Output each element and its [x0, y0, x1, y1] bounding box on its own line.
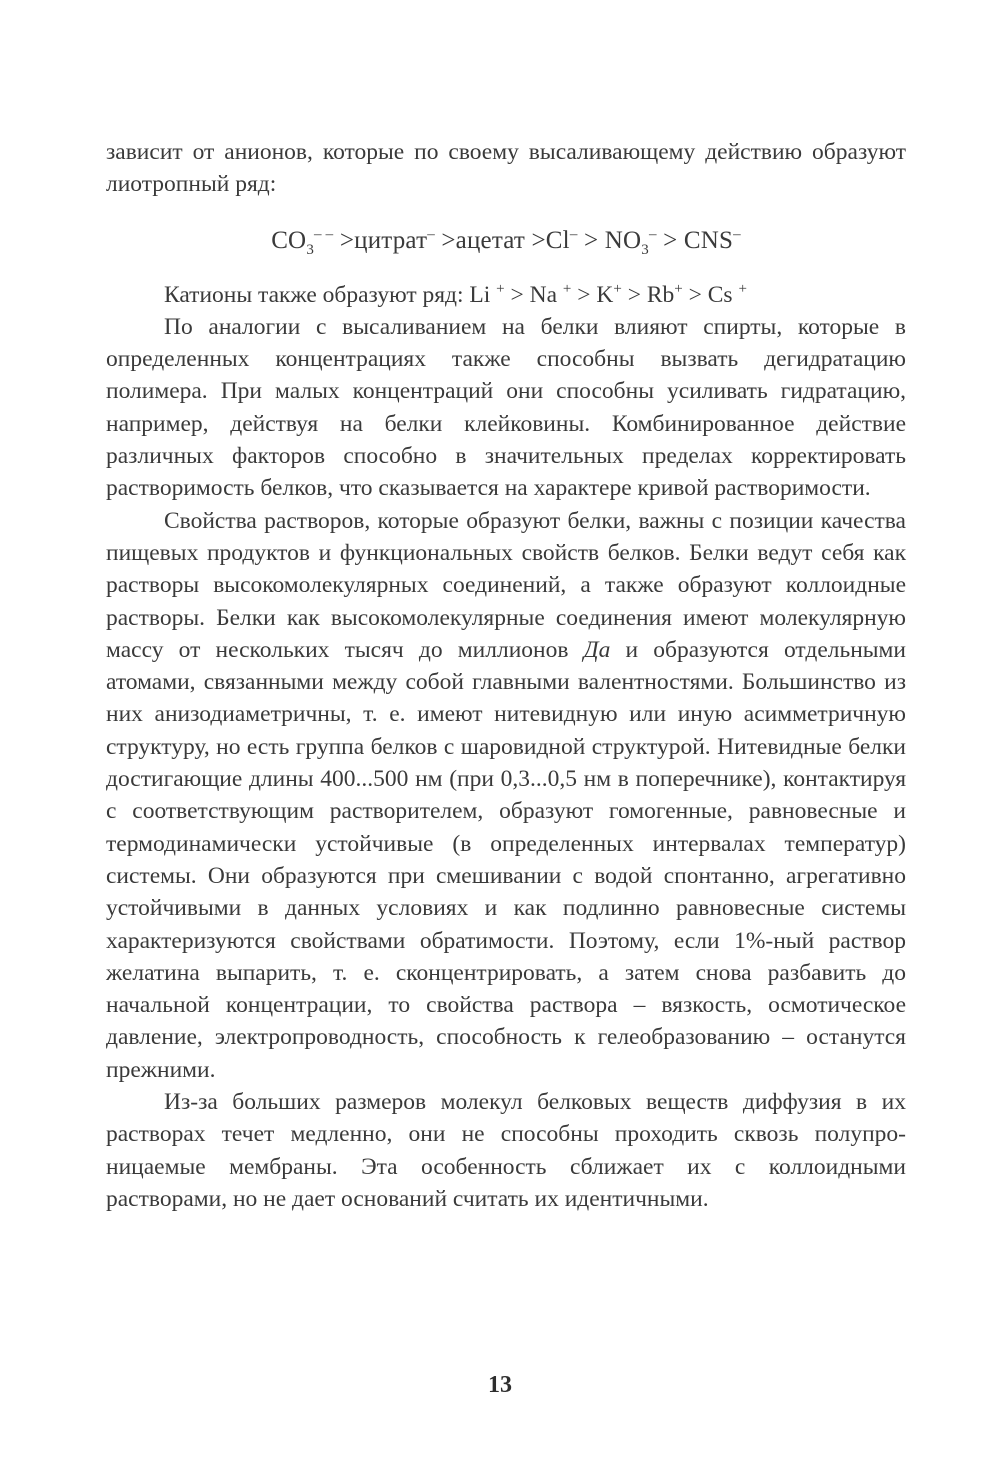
paragraph-alcohols: По аналогии с высаливанием на белки влияют спирты, которые в определенных концентрациях также способны вызвать дегидратацию полимера. При малых концентраций они способны усиливать гидратацию, например, действуя на белки клейковины. Комбинированное действие различных факторов способно в значительных пределах корректировать растворимость белков, что сказывается на характере кривой растворимости.: [106, 313, 906, 502]
cs-term: > Cs: [688, 281, 733, 308]
k-term: > K: [577, 281, 614, 308]
citrate-term: >цитрат: [339, 226, 428, 254]
anion-series-formula: [106, 223, 906, 259]
co3-charge: – –: [314, 226, 334, 243]
page-body: [106, 136, 906, 1215]
rb-charge: +: [674, 280, 683, 297]
co3-subscript: 3: [306, 241, 315, 258]
paragraph-diffusion: Из-за больших размеров молекул белковых веществ диффузия в их растворах течет медленно, они не способны проходить сквозь полупроницаемые мембраны. Эта особенность сближает их с коллоидными растворами, но не дает оснований считать их идентичными.: [106, 1089, 906, 1212]
cation-lead: Катионы также образуют ряд: Li: [164, 281, 491, 308]
no3-subscript: 3: [641, 241, 649, 258]
k-charge: +: [613, 280, 622, 297]
cns-charge: –: [733, 226, 741, 243]
li-charge: +: [496, 280, 505, 297]
solutions-text-part2: и образуются отдельными атомами, связанными между собой главными валентностями. Большинство из них анизодиаметричны, т. е. имеют нитевидную или иную асимметричную структуру, но есть группа белков с шаровидной структурой. Нитевидные белки достигающие длины 400...500 нм (при 0,3...0,5 нм в поперечнике), контактируя с соответствующим растворителем, образуют гомогенные, равновесные и термодинамически устойчивые (в определенных интервалах температур) системы. Они образуются при смешивании с водой спонтанно, агрегативно устойчивыми в данных условиях и как подлинно равновесные системы характеризуются свойствами обратимости. Поэтому, если 1%-ный раствор желатина выпарить, т. е. сконцентрировать, а затем снова разбавить до начальной концентрации, то свойства раствора – вязкость, осмотическое давление, электропроводность, способность к гелеобразованию – останутся прежними.: [106, 636, 907, 1083]
intro-paragraph: зависит от анионов, которые по своему высаливающему действию образуют лиотропный ряд:: [106, 139, 906, 198]
na-term: > Na: [510, 281, 558, 308]
rb-term: > Rb: [627, 281, 675, 308]
citrate-charge: –: [427, 226, 435, 243]
paragraph-solutions: [106, 505, 906, 1086]
na-charge: +: [562, 280, 572, 297]
cns-symbol: > CNS: [663, 226, 734, 254]
dalton-unit: Да: [583, 636, 611, 663]
co3-symbol: CO: [271, 226, 307, 254]
no3-charge: –: [648, 226, 657, 243]
cation-series: [106, 279, 906, 311]
solutions-text-part1: Свойства растворов, которые образуют белки, важны с позиции качества пищевых продуктов и функциональных свойств белков. Белки ведут себя как растворы высокомолекулярных соединений, а также образуют коллоидные растворы. Белки как высокомолекулярные соединения имеют молекулярную массу от нескольких тысяч до миллионов: [106, 507, 906, 663]
cs-charge: +: [738, 280, 747, 297]
acetate-cl-term: >ацетат >Cl: [441, 226, 570, 254]
cl-charge: –: [569, 226, 578, 243]
page-number: 13: [488, 1372, 512, 1398]
no3-symbol: > NO: [583, 226, 642, 254]
